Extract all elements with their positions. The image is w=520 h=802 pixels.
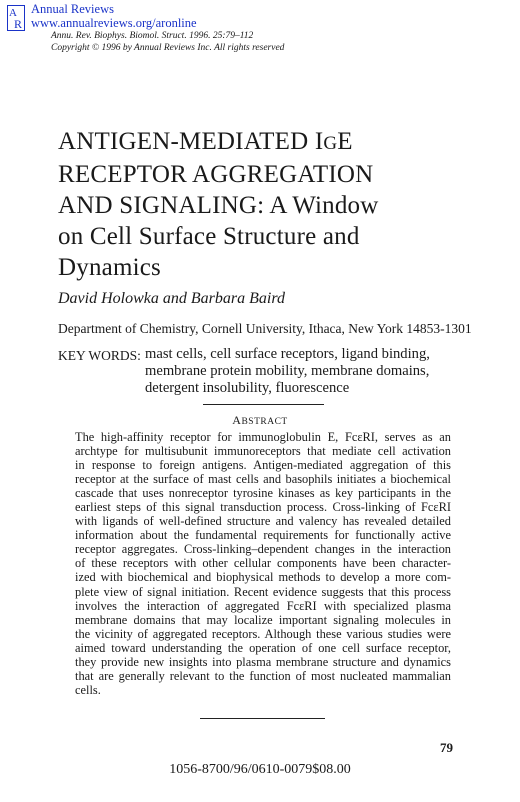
affiliation: Department of Chemistry, Cornell University, Ithaca, New York 14853-1301 [58, 321, 472, 336]
abstract-heading-initial: A [232, 413, 242, 427]
abstract-line: of these receptors with other cellular components have been character- [75, 556, 451, 571]
title-line-4: on Cell Surface Structure and [58, 223, 360, 250]
title-line-3: AND SIGNALING: A Window [58, 192, 379, 219]
svg-text:A: A [9, 7, 17, 19]
abstract-line: earliest steps of this signal transduction process. Cross-linking of FcεRI [75, 500, 451, 515]
title-ige-e: E [337, 128, 353, 155]
keywords [145, 346, 475, 397]
citation-block [51, 31, 284, 54]
abstract-line: archtype for multisubunit immunoreceptors that mediate cell activation [75, 444, 451, 459]
divider-bottom [200, 718, 325, 719]
authors: David Holowka and Barbara Baird [58, 290, 285, 307]
abstract-line: receptor aggregates. Cross-linking–dependent changes in the interaction [75, 542, 451, 557]
abstract-line: information about the fundamental requirements for functionally active [75, 528, 451, 543]
issn-code: 1056-8700/96/0610-0079$08.00 [169, 762, 351, 777]
abstract-line: the vicinity of aggregated receptors. Although these various studies were [75, 626, 451, 641]
abstract-line: cells. [75, 682, 101, 697]
citation: Annu. Rev. Biophys. Biomol. Struct. 1996. 25:79–112 [51, 31, 254, 41]
title-ige-i: I [314, 128, 324, 155]
title-line-1: ANTIGEN-MEDIATED [58, 128, 315, 155]
abstract-body [75, 430, 451, 697]
abstract-line: they provide new insights into plasma membrane structure and dynamics [75, 654, 451, 669]
article-title [58, 126, 488, 283]
brand-url-link[interactable]: www.annualreviews.org/aronline [31, 16, 197, 30]
brand-name-link[interactable]: Annual Reviews [31, 2, 114, 16]
abstract-line: membrane domains that may localize important signaling molecules in [75, 612, 451, 627]
title-line-5: Dynamics [58, 254, 161, 281]
annual-reviews-logo-icon [7, 5, 25, 31]
copyright: Copyright © 1996 by Annual Reviews Inc. All rights reserved [51, 42, 285, 53]
svg-text:R: R [14, 17, 23, 31]
abstract-line: plete view of signal initiation. Recent evidence suggests that this process [75, 584, 451, 599]
abstract-line: cascade that uses nonreceptor tyrosine kinases as key participants in the [75, 486, 451, 501]
divider-top [203, 404, 324, 405]
keywords-label: KEY WORDS: [58, 348, 141, 363]
keywords-line-3: detergent insolubility, fluorescence [145, 380, 350, 396]
title-line-2: RECEPTOR AGGREGATION [58, 161, 374, 188]
title-ige-g: G [323, 133, 338, 154]
abstract-heading [0, 413, 520, 428]
keywords-line-1: mast cells, cell surface receptors, ligand binding, [145, 346, 430, 362]
abstract-line: in response to foreign antigens. Antigen-mediated aggregation of this [75, 458, 451, 473]
keywords-line-2: membrane protein mobility, membrane domains, [145, 363, 430, 379]
abstract-line: ized with biochemical and biophysical methods to develop a more com- [75, 570, 451, 585]
abstract-line: involves the interaction of aggregated FcεRI with specialized plasma [75, 598, 451, 613]
abstract-line: with ligands of well-defined structure and valency has revealed detailed [75, 514, 451, 529]
abstract-line: that are generally relevant to the function of most nucleated mammalian [75, 668, 451, 683]
page-number: 79 [440, 740, 453, 755]
abstract-line: aimed toward understanding the operation of one cell surface receptor, [75, 640, 451, 655]
abstract-heading-rest: BSTRACT [241, 417, 288, 427]
abstract-line: receptor at the surface of mast cells and basophils initiates a biochemical [75, 472, 451, 487]
abstract-line: The high-affinity receptor for immunoglobulin E, FcεRI, serves as an [75, 430, 451, 444]
brand-block [31, 2, 197, 30]
